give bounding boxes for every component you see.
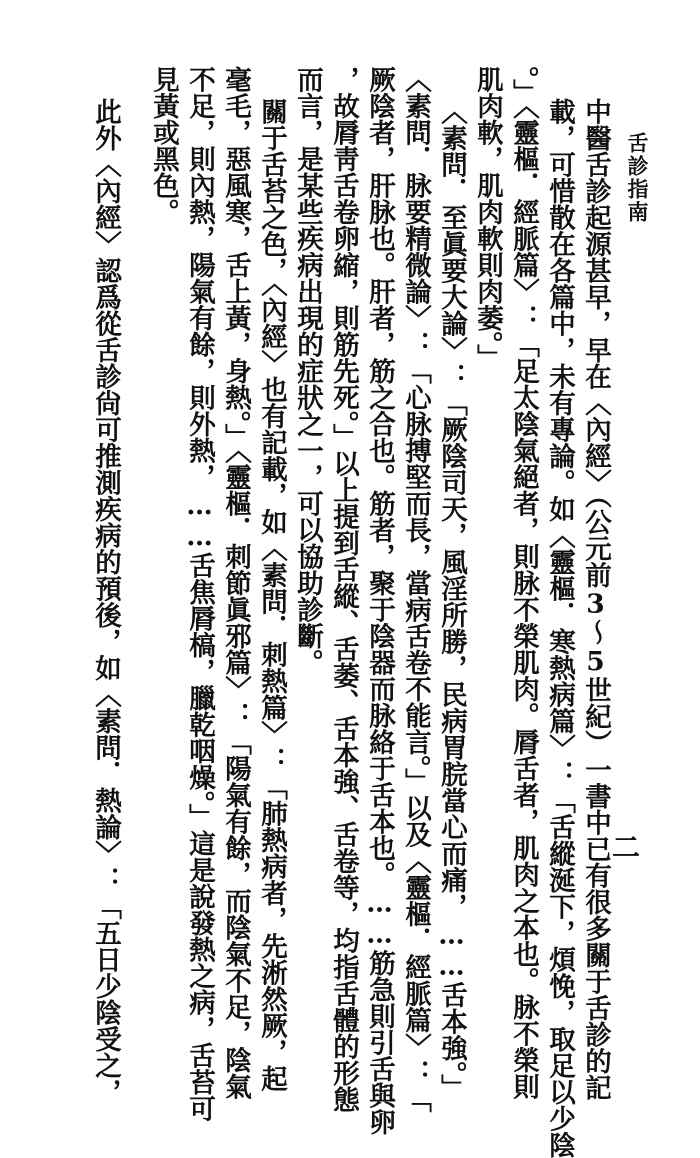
page-number: 二 [612,831,641,864]
text-column-7: 厥陰者，肝脉也。肝者，筋之合也。筋者，聚于陰器而脉絡于舌本也。……筋急則引舌與卵 [364,66,395,1135]
text-column-10: 關于舌苔之色，〈內經〉也有記載，如〈素問．刺熱篇〉：「肺熱病者，先淅然厥，起 [256,98,287,1092]
text-column-3: 。」〈靈樞．經脈篇〉：「足太陰氣絕者，則脉不榮肌肉。脣舌者，肌肉之本也。脉不榮則 [508,66,539,1100]
text-column-14: 此外〈內經〉認爲從舌診尙可推測疾病的預後，如〈素問．熱論〉：「五日少陰受之， [90,98,121,1105]
text-column-5: 〈素問．至眞要大論〉：「厥陰司天，風淫所勝，民病胃脘當心而痛，……舌本強。」 [436,98,467,1101]
text-column-1: 中醫舌診起源甚早，早在〈內經〉（公元前3〜5世紀）一書中已有很多關于舌診的記 [580,98,611,1101]
running-header: 舌診指南 [625,132,650,224]
text-column-8: ，故脣靑舌卷卵縮，則筋先死。」以上提到舌縱、舌萎、舌本強、舌卷等，均指舌體的形態 [328,66,359,1113]
text-column-4: 肌肉軟，肌肉軟則肉萎。」 [472,66,503,371]
text-column-2: 載，可惜散在各篇中，未有專論。如〈靈樞．寒熱病篇〉：「舌縱涎下，煩悗，取足以少陰 [544,98,575,1158]
text-column-9: 而言，是某些疾病出現的症狀之一，可以協助診斷。 [292,66,323,676]
text-column-6: 〈素問．脉要精微論〉：「心脉搏堅而長，當病舌卷不能言。」以及〈靈樞．經脈篇〉：「 [400,66,431,1113]
text-column-11: 毫毛，惡風寒，舌上黃，身熱。」〈靈樞．刺節眞邪篇〉：「陽氣有餘，而陰氣不足，陰氣 [220,66,251,1100]
text-column-12: 不足，則內熱，陽氣有餘，則外熱，……舌焦脣槁，臘乾咽燥。」這是說發熱之病，舌苔可 [184,66,215,1122]
text-column-13: 見黃或黑色。 [148,66,179,225]
